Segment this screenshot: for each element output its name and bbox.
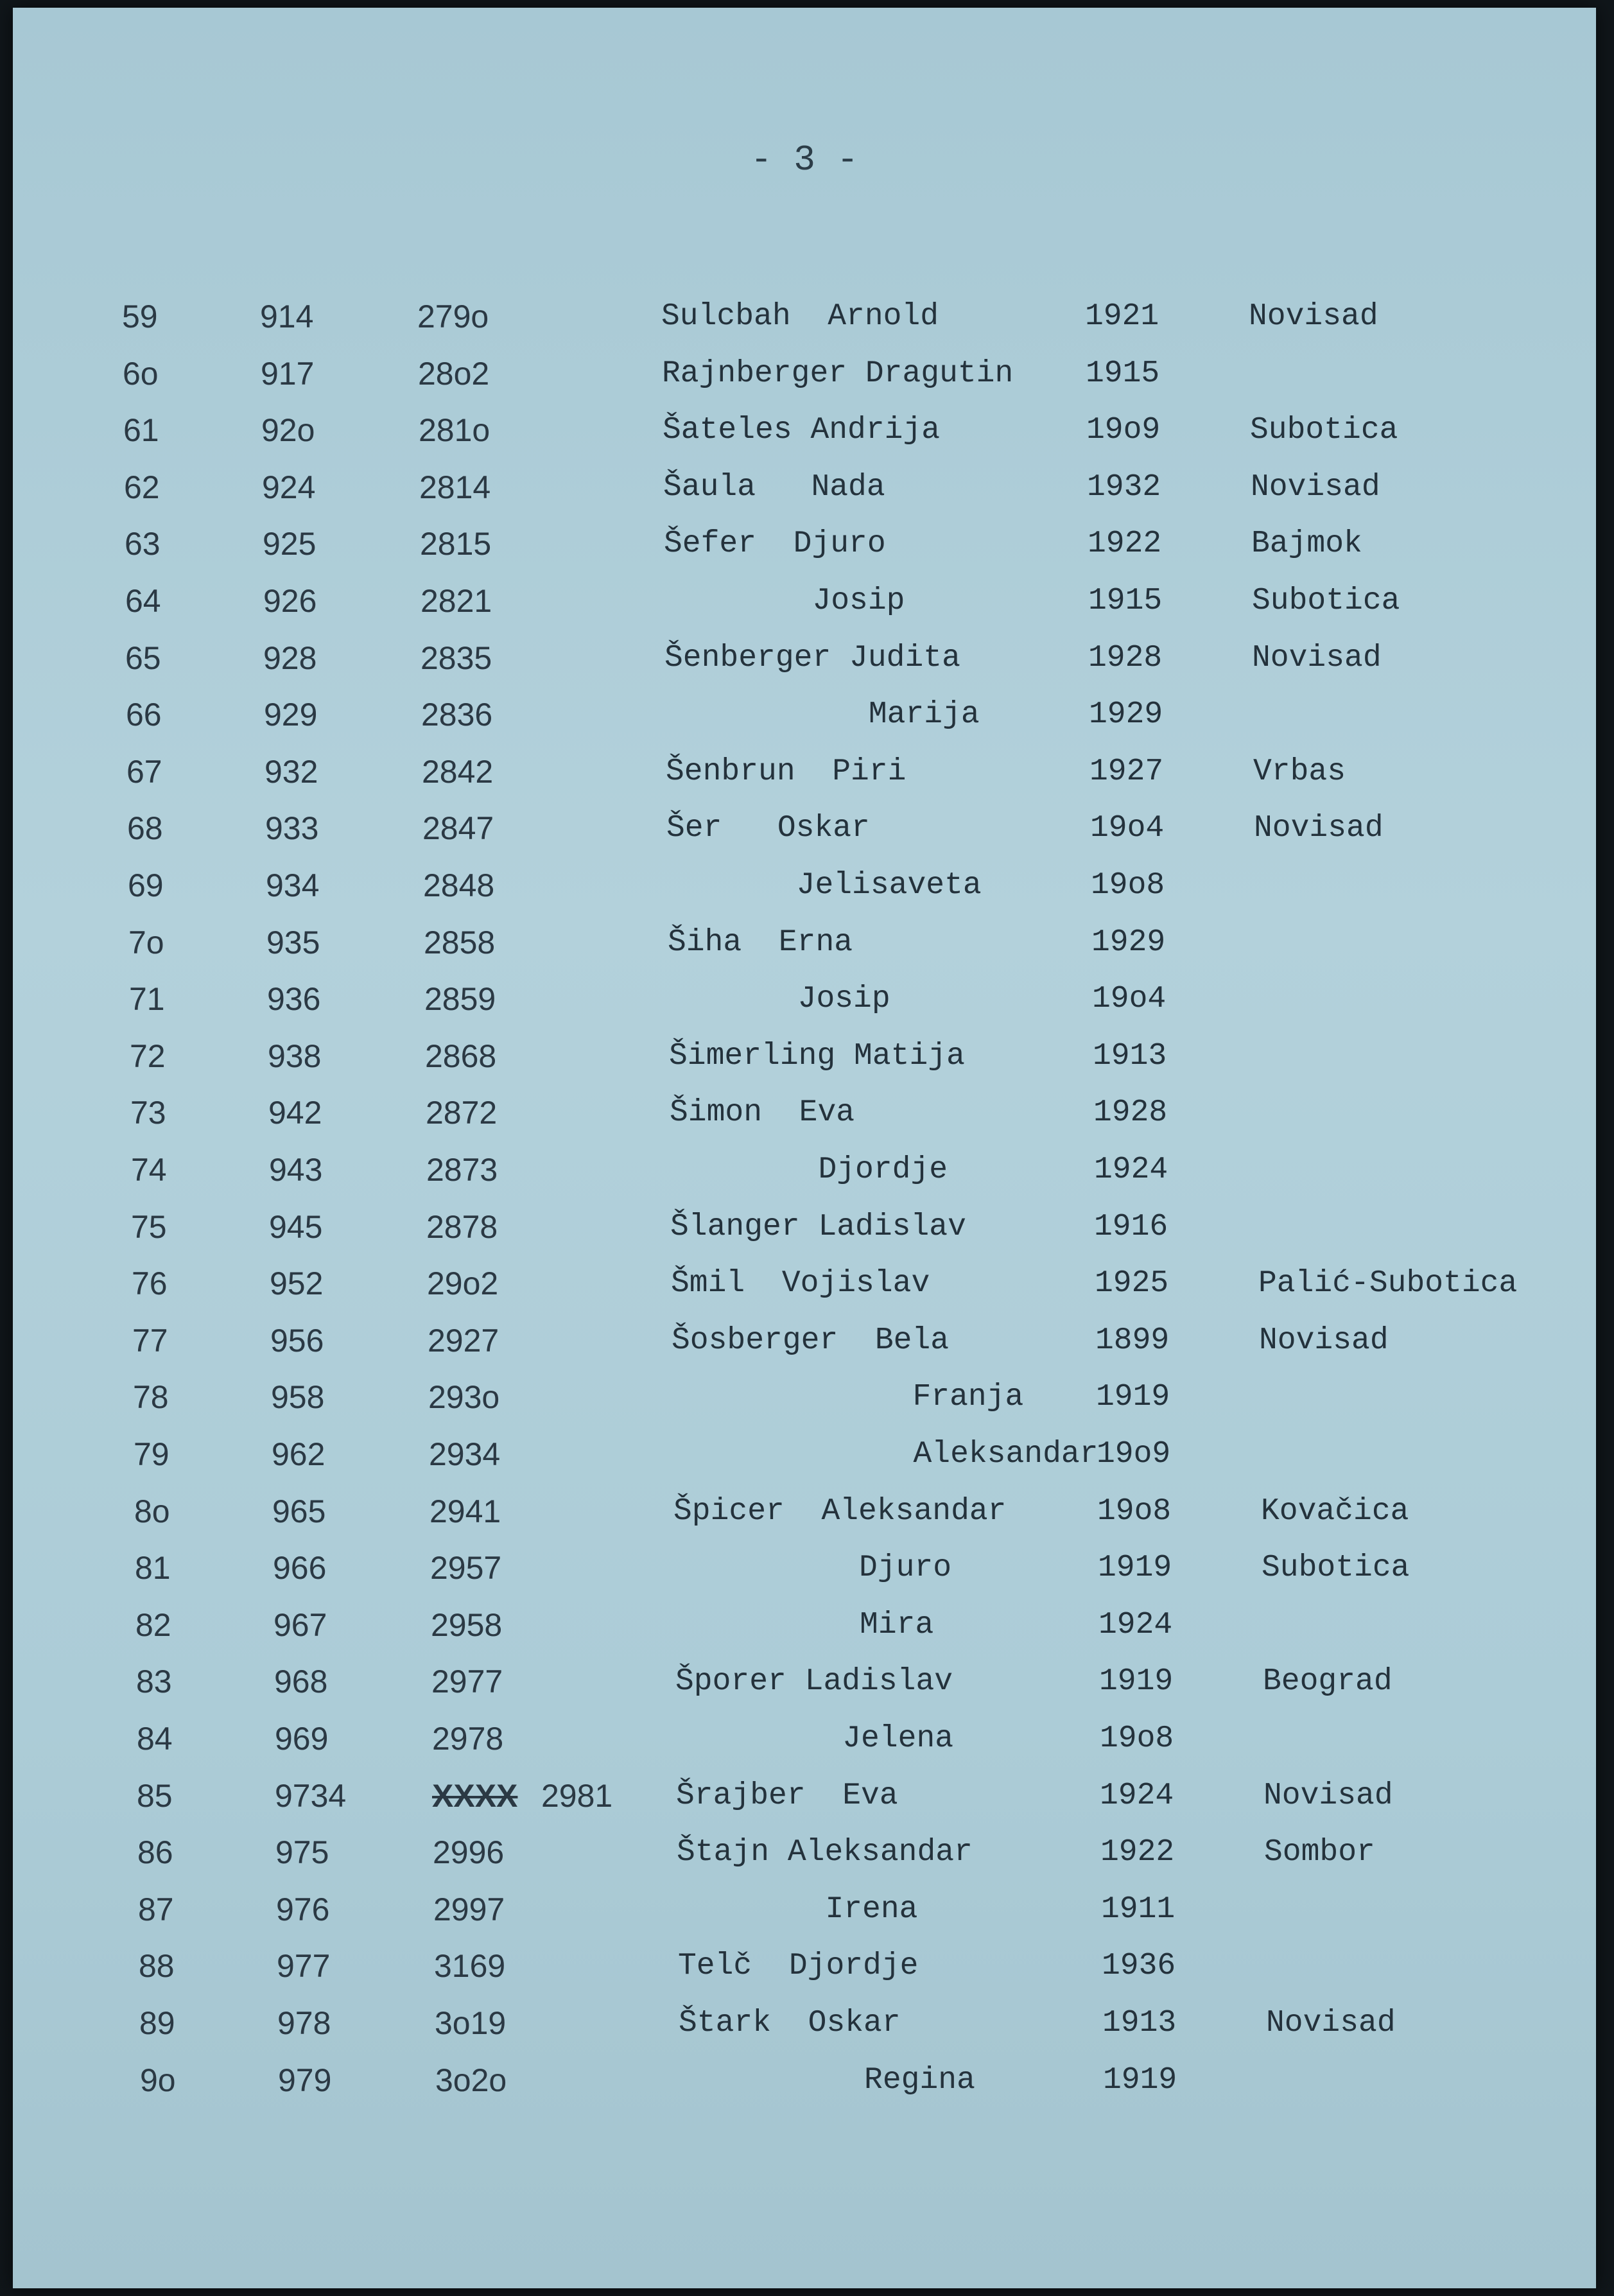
number-a: 965 xyxy=(272,1493,326,1529)
number-b: 2878 xyxy=(426,1208,498,1245)
place: Beograd xyxy=(1263,1664,1393,1700)
birth-year: 1915 xyxy=(1086,356,1160,391)
number-a: 966 xyxy=(273,1550,327,1587)
number-a: 935 xyxy=(266,924,320,961)
birth-year: 1924 xyxy=(1094,1152,1168,1187)
number-b: 2836 xyxy=(421,697,493,733)
place: Bajmok xyxy=(1251,526,1362,562)
birth-year: 1927 xyxy=(1089,754,1164,789)
birth-year: 19o8 xyxy=(1091,868,1165,903)
row-number: 8o xyxy=(134,1493,170,1529)
place: Novisad xyxy=(1249,299,1378,334)
row-number: 83 xyxy=(136,1664,172,1700)
number-b: 2847 xyxy=(422,810,494,847)
table-row xyxy=(13,919,1596,971)
table-row xyxy=(13,1374,1596,1425)
number-a: 945 xyxy=(269,1208,323,1245)
table-row xyxy=(13,351,1596,402)
number-b: 2868 xyxy=(425,1038,497,1074)
number-a: 976 xyxy=(276,1891,330,1927)
person-name: Josip xyxy=(664,584,905,618)
birth-year: 1922 xyxy=(1088,526,1162,562)
row-number: 64 xyxy=(125,583,161,619)
number-a: 938 xyxy=(268,1038,322,1074)
birth-year: 1924 xyxy=(1098,1607,1173,1642)
row-number: 67 xyxy=(126,753,162,790)
place: Novisad xyxy=(1263,1778,1393,1813)
number-a: 956 xyxy=(270,1322,324,1359)
table-row xyxy=(13,1658,1596,1710)
row-number: 78 xyxy=(133,1379,169,1416)
table-row xyxy=(13,1545,1596,1596)
place: Palić-Subotica xyxy=(1258,1266,1518,1301)
person-name: Šaula Nada xyxy=(663,469,885,505)
person-name: Šefer Djuro xyxy=(664,526,886,562)
birth-year: 1922 xyxy=(1100,1835,1175,1870)
person-name: Šiha Erna xyxy=(668,925,853,960)
person-name: Djordje xyxy=(670,1152,948,1187)
table-row xyxy=(13,1716,1596,1767)
number-b: 2858 xyxy=(424,924,496,961)
row-number: 82 xyxy=(135,1606,171,1643)
number-b: 2996 xyxy=(433,1834,505,1871)
table-row xyxy=(13,1488,1596,1540)
person-name: Djuro xyxy=(674,1551,952,1586)
number-a: 934 xyxy=(266,867,320,903)
row-number: 62 xyxy=(124,469,160,505)
number-b: 2957 xyxy=(430,1550,502,1587)
birth-year: 1928 xyxy=(1088,640,1163,675)
table-row xyxy=(13,691,1596,743)
birth-year: 1916 xyxy=(1094,1209,1168,1244)
place: Vrbas xyxy=(1253,754,1346,789)
row-number: 65 xyxy=(125,639,161,676)
person-name: Irena xyxy=(677,1892,918,1927)
birth-year: 1911 xyxy=(1101,1892,1176,1927)
number-b: 279o xyxy=(417,299,489,335)
birth-year: 1919 xyxy=(1103,2062,1177,2098)
person-name: Marija xyxy=(665,697,980,733)
birth-year: 19o9 xyxy=(1086,413,1161,448)
number-b: 28o2 xyxy=(418,355,490,392)
table-row xyxy=(13,1147,1596,1198)
person-name: Šmil Vojislav xyxy=(671,1266,930,1301)
row-number: 9o xyxy=(140,2062,176,2098)
number-a: 933 xyxy=(265,810,319,847)
birth-year: 1932 xyxy=(1087,469,1161,505)
number-a: 977 xyxy=(277,1948,331,1985)
row-number: 68 xyxy=(127,810,163,847)
number-b: 2981 xyxy=(541,1777,613,1814)
table-row xyxy=(13,1602,1596,1653)
table-row xyxy=(13,1033,1596,1084)
table-row xyxy=(13,578,1596,629)
person-name: Sulcbah Arnold xyxy=(661,299,939,334)
number-b: 3o19 xyxy=(435,2005,507,2041)
number-b: 2978 xyxy=(432,1721,504,1757)
person-name: Šrajber Eva xyxy=(676,1778,898,1813)
row-number: 75 xyxy=(131,1208,167,1245)
number-a: 932 xyxy=(265,753,318,790)
birth-year: 1924 xyxy=(1100,1778,1174,1813)
person-name: Šlanger Ladislav xyxy=(670,1209,966,1244)
place: Subotica xyxy=(1262,1551,1410,1586)
person-name: Mira xyxy=(675,1607,934,1642)
place: Subotica xyxy=(1250,413,1398,448)
number-b: 2977 xyxy=(431,1664,503,1700)
table-row xyxy=(13,1090,1596,1141)
birth-year: 1925 xyxy=(1095,1266,1169,1301)
table-row xyxy=(13,749,1596,800)
row-number: 71 xyxy=(129,981,165,1018)
number-b: 2873 xyxy=(426,1152,498,1188)
number-a: 967 xyxy=(273,1606,327,1643)
place: Novisad xyxy=(1254,811,1384,846)
table-row xyxy=(13,521,1596,572)
number-b: 2927 xyxy=(428,1322,499,1359)
row-number: 84 xyxy=(137,1721,173,1757)
number-a: 92o xyxy=(261,412,315,449)
number-b: 3169 xyxy=(434,1948,506,1985)
number-b: 2997 xyxy=(433,1891,505,1927)
table-row xyxy=(13,1431,1596,1483)
row-number: 69 xyxy=(128,867,164,903)
table-row xyxy=(13,2057,1596,2109)
number-a: 979 xyxy=(278,2062,332,2098)
number-b: 2934 xyxy=(429,1436,501,1472)
row-number: 76 xyxy=(132,1265,168,1302)
table-row xyxy=(13,635,1596,686)
birth-year: 1913 xyxy=(1102,2006,1177,2040)
number-b: 2848 xyxy=(423,867,495,903)
row-number: 61 xyxy=(123,412,159,449)
person-name: Šateles Andrija xyxy=(663,413,941,448)
person-name: Šenberger Judita xyxy=(664,640,960,675)
number-b: 2941 xyxy=(430,1493,501,1529)
person-name: Špicer Aleksandar xyxy=(673,1493,1007,1529)
place: Sombor xyxy=(1264,1835,1375,1870)
person-name: Telč Djordje xyxy=(678,1949,919,1984)
person-name: Jelena xyxy=(676,1721,954,1756)
number-b: 2815 xyxy=(420,526,492,562)
struck-number: XXXX xyxy=(432,1777,518,1814)
number-b: 2872 xyxy=(426,1095,498,1131)
person-name: Šimerling Matija xyxy=(669,1038,965,1074)
birth-year: 1919 xyxy=(1096,1380,1170,1415)
birth-year: 19o4 xyxy=(1092,982,1167,1017)
birth-year: 19o9 xyxy=(1097,1437,1171,1472)
place: Kovačica xyxy=(1261,1493,1409,1529)
place: Novisad xyxy=(1259,1323,1389,1358)
person-name: Šporer Ladislav xyxy=(675,1664,953,1700)
table-row xyxy=(13,1204,1596,1255)
birth-year: 1936 xyxy=(1102,1949,1176,1984)
number-a: 929 xyxy=(264,697,318,733)
row-number: 79 xyxy=(134,1436,169,1472)
birth-year: 1919 xyxy=(1099,1664,1174,1700)
row-number: 77 xyxy=(132,1322,168,1359)
number-a: 962 xyxy=(272,1436,325,1472)
table-row xyxy=(13,1943,1596,1994)
birth-year: 1919 xyxy=(1098,1551,1172,1586)
person-name: Šimon Eva xyxy=(670,1095,855,1131)
table-row xyxy=(13,1773,1596,1824)
birth-year: 19o4 xyxy=(1090,811,1165,846)
number-a: 943 xyxy=(269,1152,323,1188)
person-name: Šosberger Bela xyxy=(672,1323,950,1358)
table-row xyxy=(13,1886,1596,1938)
row-number: 87 xyxy=(138,1891,174,1927)
person-name: Franja xyxy=(672,1380,1024,1415)
person-name: Josip xyxy=(668,982,890,1017)
birth-year: 1921 xyxy=(1085,299,1159,334)
row-number: 6o xyxy=(123,355,159,392)
number-a: 978 xyxy=(277,2005,331,2041)
person-name: Štark Oskar xyxy=(679,2006,901,2040)
number-b: 3o2o xyxy=(435,2062,507,2098)
person-name: Rajnberger Dragutin xyxy=(662,356,1014,391)
number-a: 975 xyxy=(275,1834,329,1871)
person-name: Šer Oskar xyxy=(666,811,870,846)
number-b: 2958 xyxy=(431,1606,503,1643)
birth-year: 1913 xyxy=(1093,1038,1167,1074)
number-a: 924 xyxy=(262,469,316,505)
row-number: 66 xyxy=(126,697,162,733)
number-a: 969 xyxy=(275,1721,329,1757)
number-b: 293o xyxy=(428,1379,500,1416)
row-number: 85 xyxy=(137,1777,173,1814)
row-number: 88 xyxy=(139,1948,175,1985)
row-number: 72 xyxy=(130,1038,166,1074)
birth-year: 1915 xyxy=(1088,584,1163,618)
table-row xyxy=(13,862,1596,914)
person-name: Štajn Aleksandar xyxy=(677,1835,973,1870)
number-a: 9734 xyxy=(275,1777,347,1814)
row-number: 7o xyxy=(128,924,164,961)
birth-year: 1929 xyxy=(1091,925,1166,960)
number-a: 925 xyxy=(263,526,317,562)
table-row xyxy=(13,2000,1596,2051)
number-b: 2859 xyxy=(424,981,496,1018)
row-number: 81 xyxy=(135,1550,171,1587)
row-number: 59 xyxy=(122,299,158,335)
table-row xyxy=(13,1260,1596,1312)
row-number: 74 xyxy=(131,1152,167,1188)
number-b: 2835 xyxy=(421,639,492,676)
number-a: 917 xyxy=(261,355,315,392)
number-a: 926 xyxy=(263,583,317,619)
birth-year: 19o8 xyxy=(1097,1493,1172,1529)
row-number: 63 xyxy=(125,526,161,562)
place: Novisad xyxy=(1266,2006,1396,2040)
row-number: 86 xyxy=(137,1834,173,1871)
table-row xyxy=(13,464,1596,516)
place: Subotica xyxy=(1252,584,1400,618)
number-b: 29o2 xyxy=(427,1265,499,1302)
number-a: 952 xyxy=(270,1265,324,1302)
table-row xyxy=(13,407,1596,458)
birth-year: 1929 xyxy=(1089,697,1163,733)
birth-year: 19o8 xyxy=(1100,1721,1174,1756)
number-b: 2821 xyxy=(421,583,492,619)
row-number: 89 xyxy=(139,2005,175,2041)
document-sheet xyxy=(13,8,1596,2288)
person-name: Aleksandar xyxy=(673,1437,1098,1472)
person-name: Regina xyxy=(679,2062,975,2098)
number-a: 914 xyxy=(260,299,314,335)
birth-year: 1928 xyxy=(1093,1095,1168,1131)
table-row xyxy=(13,1318,1596,1369)
table-row xyxy=(13,976,1596,1027)
number-a: 942 xyxy=(268,1095,322,1131)
table-row xyxy=(13,805,1596,857)
number-b: 2842 xyxy=(422,753,494,790)
place: Novisad xyxy=(1252,640,1382,675)
number-a: 968 xyxy=(274,1664,328,1700)
table-row xyxy=(13,293,1596,345)
number-b: 281o xyxy=(419,412,490,449)
row-number: 73 xyxy=(130,1095,166,1131)
number-a: 958 xyxy=(271,1379,325,1416)
number-a: 928 xyxy=(263,639,317,676)
person-name: Jelisaveta xyxy=(667,868,982,903)
person-name: Šenbrun Piri xyxy=(666,754,907,789)
table-row xyxy=(13,1829,1596,1881)
number-a: 936 xyxy=(267,981,321,1018)
number-b: 2814 xyxy=(419,469,491,505)
birth-year: 1899 xyxy=(1095,1323,1170,1358)
page-number: - 3 - xyxy=(750,139,859,180)
place: Novisad xyxy=(1251,469,1380,505)
